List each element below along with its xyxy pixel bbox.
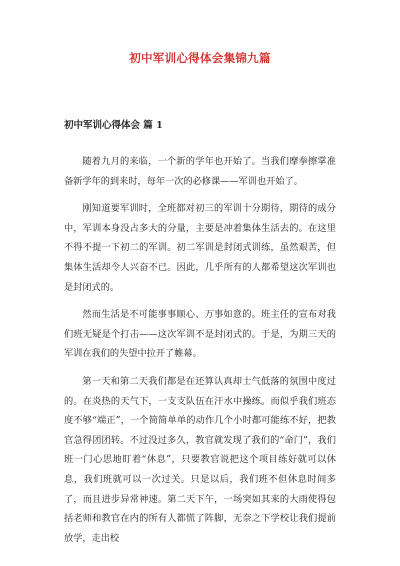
- paragraph: 然而生活是不可能事事顺心、万事如意的。班主任的宣布对我们班无疑是个打击——这次军训不是封闭式的。于是，为期三天的军训在我们的失望中拉开了帷幕。: [64, 309, 336, 360]
- section-heading: 初中军训心得体会 篇 1: [64, 120, 163, 131]
- paragraph: 随着九月的来临，一个新的学年也开始了。当我们摩拳擦掌准备新学年的到来时，每年一次的必修课——军训也开始了。: [64, 156, 336, 187]
- paragraph: 刚知道要军训时，全班都对初三的军训十分期待，期待的成分中，军训本身没占多大的分量，主要是冲着集体生活去的。在这里不得不提一下初二的军训。初二军训是封闭式训练，虽然艰苦，但集体生活却令人兴奋不已。因此，几乎所有的人都希望这次军训也是封闭式的。: [64, 203, 336, 293]
- document-title: 初中军训心得体会集锦九篇: [129, 51, 271, 65]
- paragraph: 第一天和第二天我们都是在还算认真却士气低落的氛围中度过的。在炎热的天气下，一支支队伍在汗水中操练。而似乎我们班态度不够“端正”，一个简简单单的动作几个小时都可能练不好，把教官急得团团转。不过没过多久，教官就发现了我们的“命门”，我们班一门心思地盯着“休息”，只要教官说把这个项目练好就可以休息，我们班就可以一次过关。只是以后，我们班不但休息时间多了，而且进步异常神速。第二天下午，一场突如其来的大雨使得包括老师和教官在内的所有人都慌了阵脚，无奈之下学校让我们提前放学，走出校: [64, 375, 336, 544]
- document-body: [64, 152, 336, 556]
